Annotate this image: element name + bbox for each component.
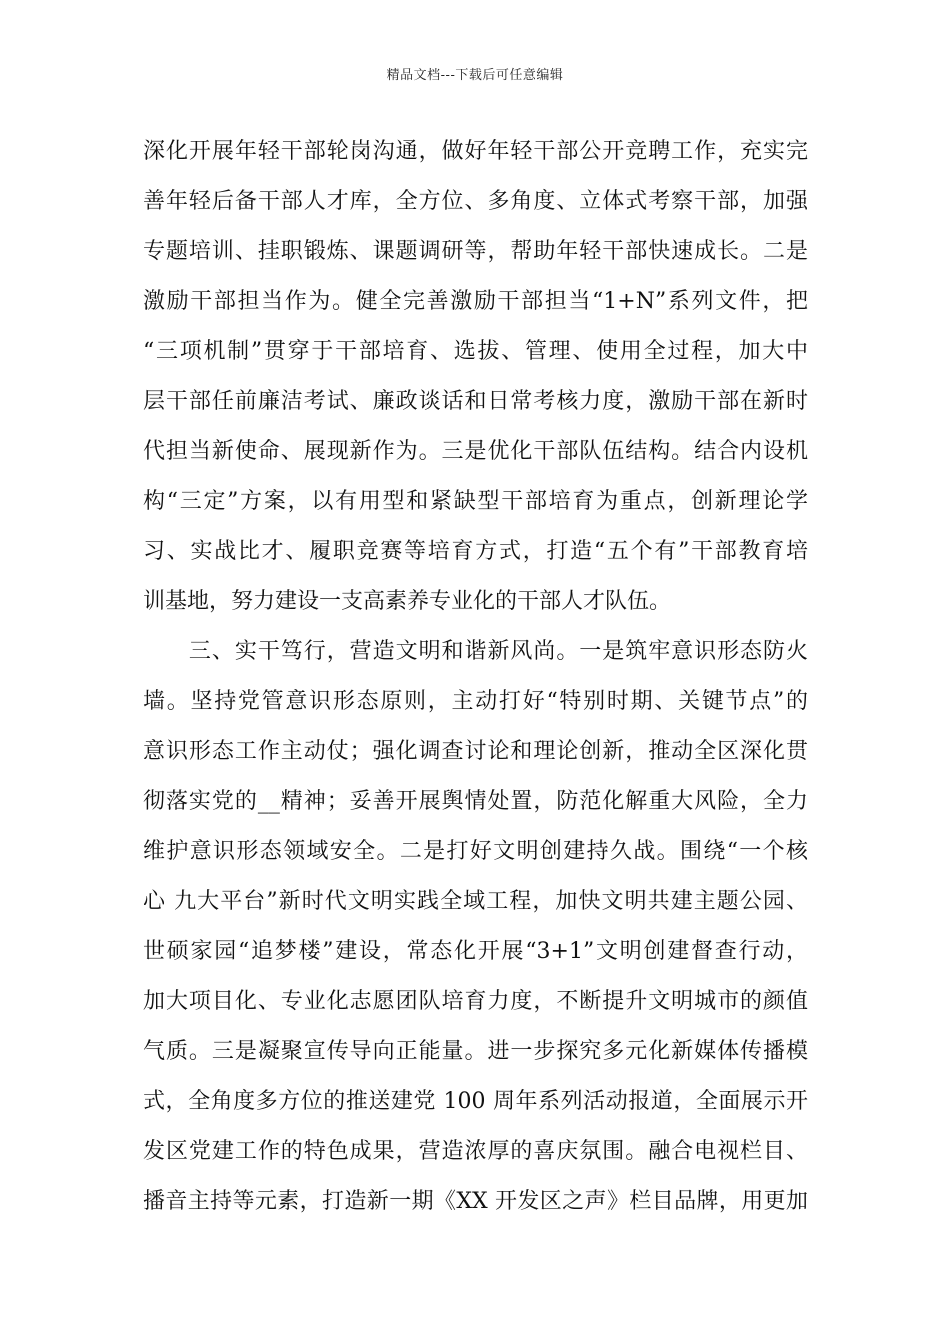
text-line: 深化开展年轻干部轮岗沟通，做好年轻干部公开竞聘工作，充实完 [143,139,808,164]
text-line: 意识形态工作主动仗；强化调查讨论和理论创新，推动全区深化贯 [143,739,808,764]
text-line: 维护意识形态领域安全。二是打好文明创建持久战。围绕“一个核 [143,839,808,864]
text-line: 气质。三是凝聚宣传导向正能量。进一步探究多元化新媒体传播模 [143,1039,808,1064]
text-line: 激励干部担当作为。健全完善激励干部担当“1+N”系列文件，把 [143,289,808,314]
text-line: 层干部任前廉洁考试、廉政谈话和日常考核力度，激励干部在新时 [143,389,808,414]
text-line: 播音主持等元素，打造新一期《XX 开发区之声》栏目品牌，用更加 [143,1189,808,1214]
page-header: 精品文档---下载后可任意编辑 [386,68,564,83]
text-line: 式，全角度多方位的推送建党 100 周年系列活动报道，全面展示开 [143,1089,808,1114]
text-line: 专题培训、挂职锻炼、课题调研等，帮助年轻干部快速成长。二是 [143,239,808,264]
text-line: 发区党建工作的特色成果，营造浓厚的喜庆氛围。融合电视栏目、 [143,1139,808,1164]
text-line: 三、实干笃行，营造文明和谐新风尚。一是筑牢意识形态防火 [143,639,808,664]
text-line: 代担当新使命、展现新作为。三是优化干部队伍结构。结合内设机 [143,439,808,464]
text-line: 训基地，努力建设一支高素养专业化的干部人才队伍。 [143,589,672,614]
text-line: 心 九大平台”新时代文明实践全域工程，加快文明共建主题公园、 [143,889,808,914]
text-line: 构“三定”方案，以有用型和紧缺型干部培育为重点，创新理论学 [143,489,808,514]
text-line: 习、实战比才、履职竞赛等培育方式，打造“五个有”干部教育培 [143,539,808,564]
text-line: 彻落实党的__精神；妥善开展舆情处置，防范化解重大风险，全力 [143,789,808,814]
text-line: 世硕家园“追梦楼”建设，常态化开展“3+1”文明创建督查行动， [143,939,808,964]
document-body [143,130,808,1230]
text-line: 善年轻后备干部人才库，全方位、多角度、立体式考察干部，加强 [143,189,808,214]
text-line: 墙。坚持党管意识形态原则，主动打好“特别时期、关键节点”的 [143,689,808,714]
text-line: “三项机制”贯穿于干部培育、选拔、管理、使用全过程，加大中 [143,339,808,364]
text-line: 加大项目化、专业化志愿团队培育力度，不断提升文明城市的颜值 [143,989,808,1014]
